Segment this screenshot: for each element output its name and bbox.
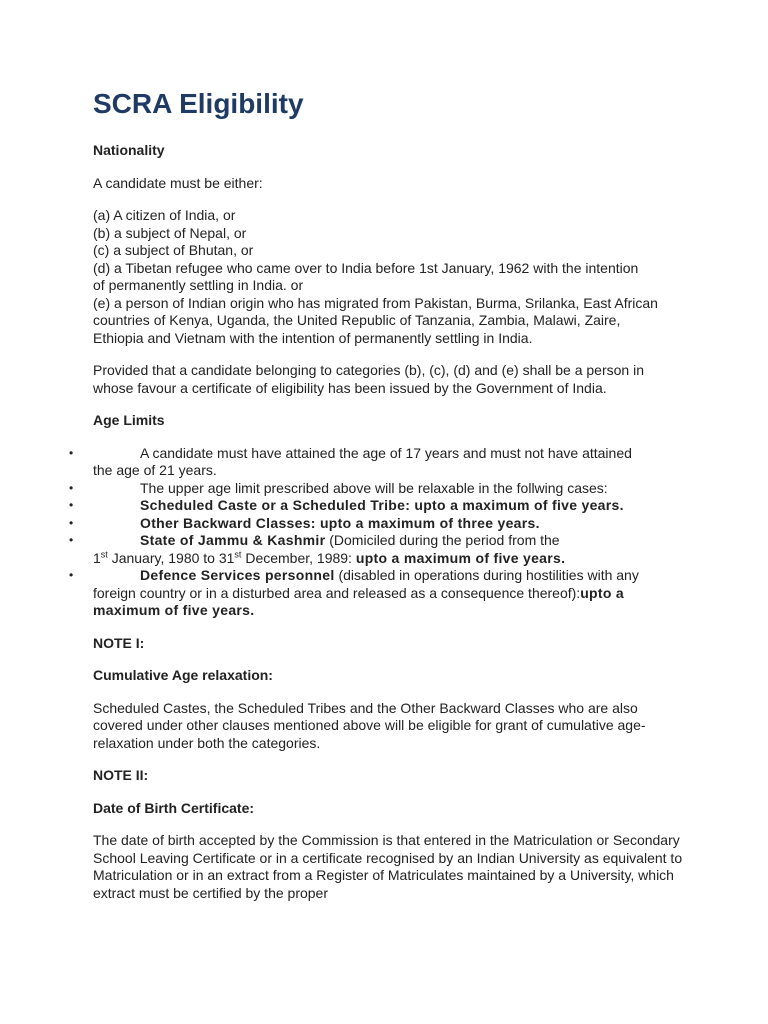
nationality-proviso: Provided that a candidate belonging to categories (b), (c), (d) and (e) shall be a person in whose favour a certificate of eligibility has been issued by the Government of India. [93, 362, 644, 396]
age-item-text: January, 1980 to 31 [107, 549, 235, 566]
age-item-text: A candidate must have attained the age of 17 years and must not have attained the age of 21 years. [93, 444, 632, 478]
age-item-text: (disabled in operations during hostilities with any foreign country or in a disturbed area and released as a consequence thereof): [93, 567, 639, 601]
note1-subheading: Cumulative Age relaxation: [93, 667, 273, 683]
age-limits-list [69, 444, 693, 620]
note2-subheading: Date of Birth Certificate: [93, 799, 255, 816]
age-item-text: (Domiciled during the period from the [325, 532, 560, 548]
bullet-icon: • [69, 515, 74, 530]
list-item [69, 532, 653, 567]
document-content [69, 86, 693, 917]
bullet-icon: • [69, 533, 74, 547]
note1-heading: NOTE I: [93, 634, 145, 651]
bullet-icon: • [69, 480, 74, 495]
list-item [69, 514, 693, 533]
age-item-text: December, 1989: [241, 549, 356, 566]
ordinal-suffix: st [234, 548, 242, 559]
nationality-item-a: (a) A citizen of India, or [93, 207, 236, 223]
age-item-bold: upto a maximum of five years. [355, 549, 566, 566]
page-title: SCRA Eligibility [93, 88, 304, 119]
nationality-item-d: (d) a Tibetan refugee who came over to India before 1st January, 1962 with the intention of permanently settling in India. or [93, 259, 639, 293]
nationality-heading: Nationality [93, 142, 165, 158]
nationality-intro: A candidate must be either: [93, 174, 263, 191]
note2-heading: NOTE II: [93, 767, 149, 783]
age-item-text: The upper age limit prescribed above will be relaxable in the follwing cases: [140, 479, 608, 496]
nationality-item-c: (c) a subject of Bhutan, or [93, 242, 254, 258]
list-item [69, 567, 658, 620]
bullet-icon: • [69, 445, 74, 460]
age-limits-heading: Age Limits [93, 412, 165, 428]
age-item-bold: State of Jammu & Kashmir [140, 532, 326, 548]
list-item [69, 497, 693, 515]
list-item [69, 479, 693, 498]
note1-text: Scheduled Castes, the Scheduled Tribes and the Other Backward Classes who are also covered under other clauses mentioned above will be eligible for grant of cumulative age-relaxation under both the categories. [93, 699, 646, 751]
bullet-icon: • [69, 498, 74, 512]
age-item-bold: upto a maximum of five years. [93, 584, 624, 618]
nationality-list [93, 207, 693, 347]
bullet-icon: • [69, 568, 74, 582]
nationality-item-b: (b) a subject of Nepal, or [93, 224, 247, 241]
age-item-text: 1 [93, 549, 101, 566]
ordinal-suffix: st [100, 548, 108, 559]
list-item [69, 444, 653, 480]
age-item-bold: Defence Services personnel [140, 567, 335, 583]
nationality-item-e: (e) a person of Indian origin who has migrated from Pakistan, Burma, Srilanka, East African countries of Kenya, Uganda, the United Republic of Tanzania, Zambia, Malawi, Zaire, Ethiopia and Vietnam with the intention of permanently settling in India. [93, 294, 658, 346]
age-item-text: Other Backward Classes: upto a maximum of three years. [140, 514, 540, 531]
age-item-text: Scheduled Caste or a Scheduled Tribe: upto a maximum of five years. [140, 497, 624, 513]
note2-text: The date of birth accepted by the Commission is that entered in the Matriculation or Secondary School Leaving Certificate or in a certificate recognised by an Indian University as equivalent to Matriculation or in an extract from a Register of Matriculates maintained by a University, which extract must be certified by the proper [93, 832, 683, 901]
